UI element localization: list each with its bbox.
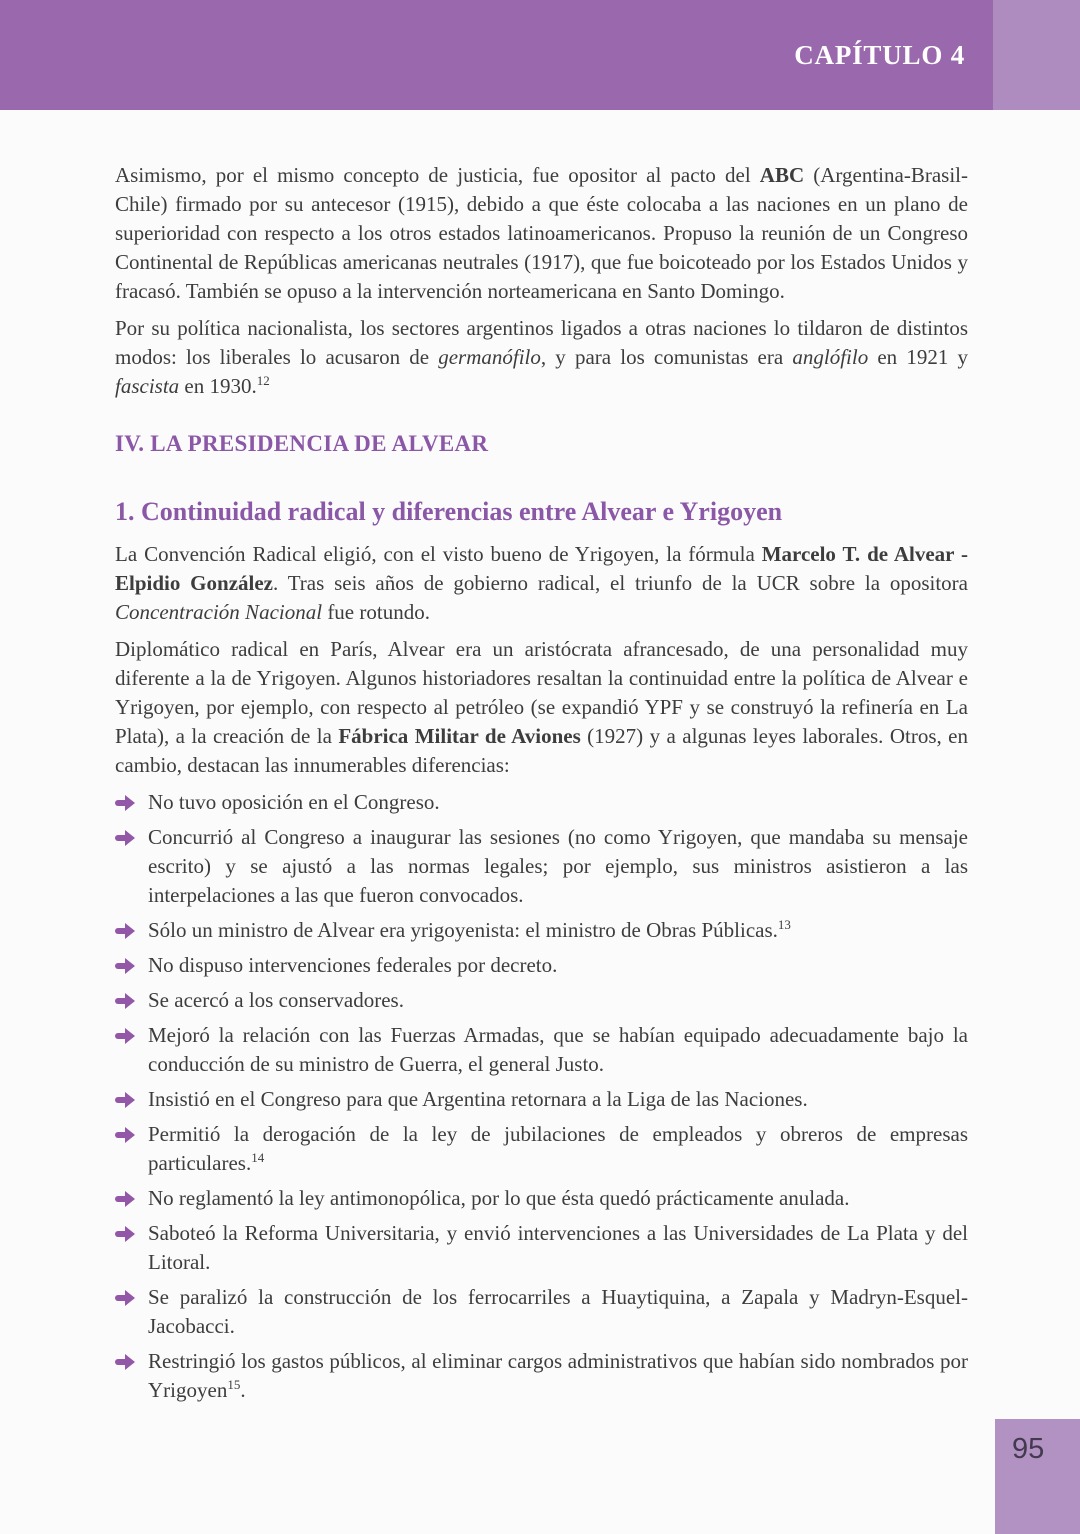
list-item-text: Concurrió al Congreso a inaugurar las sesiones (no como Yrigoyen, que mandaba su mensaje escrito) y se ajustó a las normas legales; por ejemplo, sus ministros asistieron a las interpelaciones a las que fueron convocados. — [148, 825, 968, 907]
arrow-bullet-icon — [115, 1189, 137, 1209]
arrow-bullet-icon — [115, 921, 137, 941]
intro-paragraph: Por su política nacionalista, los sectores argentinos ligados a otras naciones lo tildaron de distintos modos: los liberales lo acusaron de germanófilo, y para los comunistas era anglófilo en 1921 y fascista en 1930.12 — [115, 316, 968, 398]
list-item — [115, 986, 968, 1015]
list-item — [115, 916, 968, 945]
list-item — [115, 1219, 968, 1277]
section-heading: IV. LA PRESIDENCIA DE ALVEAR — [115, 431, 489, 456]
list-item — [115, 823, 968, 910]
arrow-bullet-icon — [115, 956, 137, 976]
list-item-text: Permitió la derogación de la ley de jubilaciones de empleados y obreros de empresas particulares.$^{14}$ — [148, 1122, 968, 1175]
list-item-text: No tuvo oposición en el Congreso. — [148, 790, 440, 814]
chapter-header — [0, 0, 1080, 110]
arrow-bullet-icon — [115, 793, 137, 813]
list-item — [115, 1347, 968, 1405]
arrow-bullet-icon — [115, 1090, 137, 1110]
arrow-bullet-icon — [115, 1125, 137, 1145]
list-item-text: No reglamentó la ley antimonopólica, por lo que ésta quedó prácticamente anulada. — [148, 1186, 850, 1210]
page-content — [0, 110, 1080, 1405]
subsection-heading: 1. Continuidad radical y diferencias entre Alvear e Yrigoyen — [115, 497, 783, 526]
list-item — [115, 951, 968, 980]
list-item — [115, 1184, 968, 1213]
arrow-bullet-icon — [115, 1288, 137, 1308]
intro-paragraph: Asimismo, por el mismo concepto de justicia, fue opositor al pacto del ABC (Argentina-Brasil-Chile) firmado por su antecesor (1915), debido a que éste colocaba a las naciones en un plano de superioridad con respecto a los otros estados latinoamericanos. Propuso la reunión de un Congreso Continental de Repúblicas americanas neutrales (1917), que fue boicoteado por los Estados Unidos y fracasó. También se opuso a la intervención norteamericana en Santo Domingo. — [115, 163, 968, 303]
list-item-text: Se acercó a los conservadores. — [148, 988, 404, 1012]
list-item-text: Insistió en el Congreso para que Argentina retornara a la Liga de las Naciones. — [148, 1087, 808, 1111]
list-item-text: Mejoró la relación con las Fuerzas Armadas, que se habían equipado adecuadamente bajo la conducción de su ministro de Guerra, el general Justo. — [148, 1023, 968, 1076]
corner-strip — [993, 0, 1080, 110]
arrow-bullet-icon — [115, 1224, 137, 1244]
differences-list — [115, 788, 968, 1405]
list-item-text: Se paralizó la construcción de los ferrocarriles a Huaytiquina, a Zapala y Madryn-Esquel-Jacobacci. — [148, 1285, 968, 1338]
chapter-title: CAPÍTULO 4 — [794, 40, 965, 70]
page-number-block — [995, 1419, 1080, 1534]
arrow-bullet-icon — [115, 1352, 137, 1372]
list-item — [115, 1283, 968, 1341]
page-number: 95 — [1012, 1433, 1045, 1465]
list-item — [115, 788, 968, 817]
arrow-bullet-icon — [115, 828, 137, 848]
list-item-text: Sólo un ministro de Alvear era yrigoyenista: el ministro de Obras Públicas.$^{13}$ — [148, 917, 791, 942]
arrow-bullet-icon — [115, 1026, 137, 1046]
list-item — [115, 1021, 968, 1079]
list-item — [115, 1085, 968, 1114]
body-paragraph: Diplomático radical en París, Alvear era un aristócrata afrancesado, de una personalidad muy diferente a la de Yrigoyen. Algunos historiadores resaltan la continuidad entre la política de Alvear e Yrigoyen, por ejemplo, con respecto al petróleo (se expandió YPF y se construyó la refinería en La Plata), a la creación de la Fábrica Militar de Aviones (1927) y a algunas leyes laborales. Otros, en cambio, destacan las innumerables diferencias: — [115, 637, 968, 777]
list-item-text: Saboteó la Reforma Universitaria, y envió intervenciones a las Universidades de La Plata y del Litoral. — [148, 1221, 968, 1274]
list-item — [115, 1120, 968, 1178]
list-item-text: No dispuso intervenciones federales por decreto. — [148, 953, 558, 977]
list-item-text: Restringió los gastos públicos, al eliminar cargos administrativos que habían sido nombrados por Yrigoyen$^{15}$. — [148, 1349, 968, 1402]
body-paragraph: La Convención Radical eligió, con el visto bueno de Yrigoyen, la fórmula Marcelo T. de Alvear - Elpidio González. Tras seis años de gobierno radical, el triunfo de la UCR sobre la opositora Concentración Nacional fue rotundo. — [115, 542, 968, 624]
arrow-bullet-icon — [115, 991, 137, 1011]
